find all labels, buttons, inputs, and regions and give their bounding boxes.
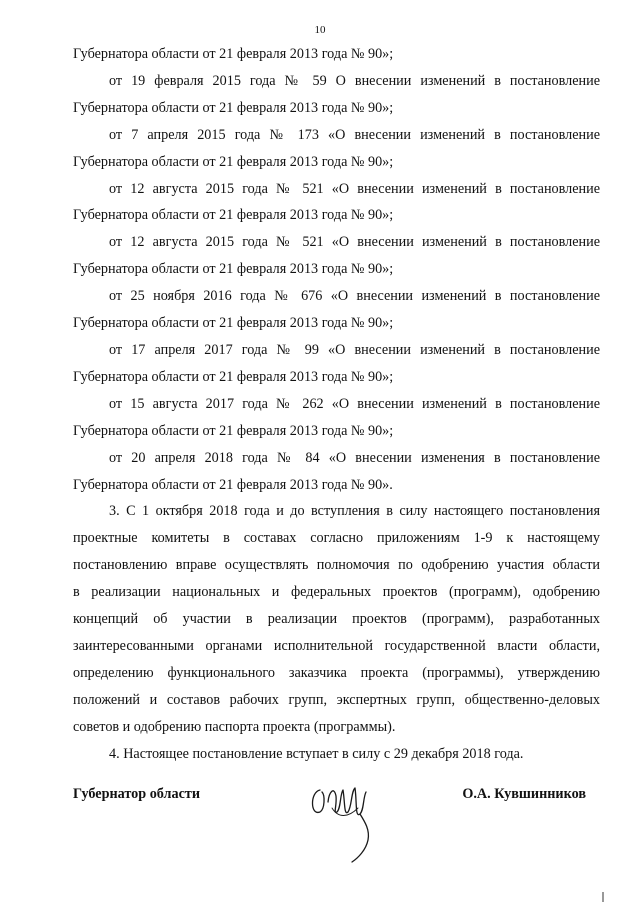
list-item [73, 176, 600, 230]
list-item-first-line: от 19 февраля 2015 года № 59 О внесении изменений в постановление [109, 72, 600, 89]
signatory-position: Губернатор области [73, 786, 201, 802]
list-item [73, 229, 600, 283]
amendments-list [73, 68, 600, 499]
list-item-second-line: Губернатора области от 21 февраля 2013 года № 90»; [73, 261, 394, 278]
list-item-first-line: от 17 апреля 2017 года № 99 «О внесении изменений в постановление [109, 341, 600, 358]
handwritten-signature [308, 768, 380, 864]
list-item [73, 337, 600, 391]
list-item-first-line: от 12 августа 2015 года № 521 «О внесении изменений в постановление [109, 234, 600, 251]
list-item-second-line: Губернатора области от 21 февраля 2013 года № 90»; [73, 315, 394, 332]
paragraph-3-last-line: советов и одобрению паспорта проекта (программы). [73, 718, 396, 735]
list-item-second-line: Губернатора области от 21 февраля 2013 года № 90»; [73, 99, 394, 116]
continuation-line: Губернатора области от 21 февраля 2013 года № 90»; [73, 46, 394, 62]
signatory-name: О.А. Кувшинников [462, 786, 586, 802]
list-item [73, 283, 600, 337]
paragraph-3-line: постановлению вправе осуществлять полномочия по одобрению участия области [73, 557, 600, 574]
paragraph-3-line: проектные комитеты в составах согласно приложениям 1-9 к настоящему [73, 530, 600, 547]
list-item-second-line: Губернатора области от 21 февраля 2013 года № 90»; [73, 153, 394, 170]
page-number: 10 [314, 24, 326, 36]
list-item-second-line: Губернатора области от 21 февраля 2013 года № 90»; [73, 368, 394, 385]
corner-mark [598, 892, 608, 902]
list-item-first-line: от 7 апреля 2015 года № 173 «О внесении изменений в постановление [109, 126, 600, 143]
paragraph-3 [73, 498, 600, 740]
paragraph-3-line: в реализации национальных и федеральных проектов (программ), одобрению [73, 584, 600, 601]
list-item [73, 122, 600, 176]
list-item-first-line: от 20 апреля 2018 года № 84 «О внесении изменения в постановление [109, 449, 600, 466]
list-item-second-line: Губернатора области от 21 февраля 2013 года № 90»; [73, 207, 394, 224]
paragraph-3-line: заинтересованными органами исполнительной государственной власти области, [73, 637, 600, 654]
list-item [73, 68, 600, 122]
paragraph-3-line: определению функционального заказчика проекта (программы), утверждению [73, 664, 600, 681]
list-item-second-line: Губернатора области от 21 февраля 2013 года № 90». [73, 476, 393, 493]
paragraph-3-line: 3. С 1 октября 2018 года и до вступления в силу настоящего постановления [109, 503, 600, 520]
list-item-first-line: от 12 августа 2015 года № 521 «О внесении изменений в постановление [109, 180, 600, 197]
list-item-first-line: от 15 августа 2017 года № 262 «О внесении изменений в постановление [109, 395, 600, 412]
paragraph-3-line: положений и составов рабочих групп, экспертных групп, общественно-деловых [73, 691, 600, 708]
list-item-second-line: Губернатора области от 21 февраля 2013 года № 90»; [73, 422, 394, 439]
document-body [73, 41, 600, 767]
paragraph-3-line: концепций об участии в реализации проектов (программ), разработанных [73, 611, 600, 628]
list-item [73, 445, 600, 499]
list-item [73, 391, 600, 445]
paragraph-4: 4. Настоящее постановление вступает в силу с 29 декабря 2018 года. [109, 745, 524, 762]
list-item-first-line: от 25 ноября 2016 года № 676 «О внесении изменений в постановление [109, 288, 600, 305]
